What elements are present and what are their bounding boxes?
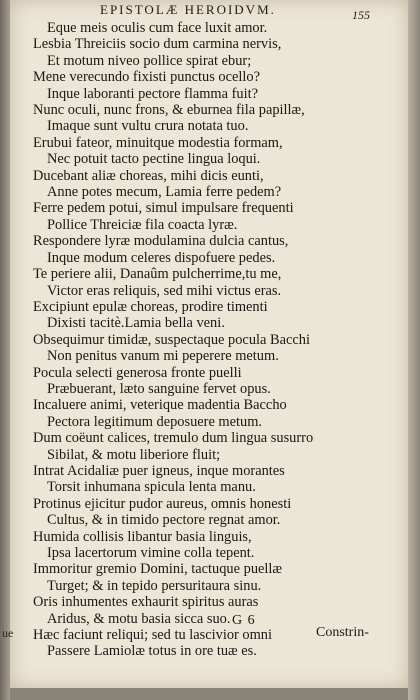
verse-line: Nec potuit tacto pectine lingua loqui.: [47, 151, 261, 168]
verse-line: Mene verecundo fixisti punctus ocello?: [33, 69, 260, 86]
verse-line: Erubui fateor, minuitque modestia formam,: [33, 134, 283, 151]
verse-line: Intrat Acidaliæ puer igneus, inque morantes: [33, 462, 285, 479]
running-head: EPISTOLÆ HEROIDVM.: [100, 2, 276, 17]
verse-line: Victor eras reliquis, sed mihi victus eras.: [47, 282, 282, 299]
verse-line: Nunc oculi, nunc frons, & eburnea fila papillæ,: [33, 102, 305, 119]
catchword: Constrin-: [316, 625, 369, 640]
signature-mark: G 6: [232, 613, 256, 628]
verse-line: Hæc faciunt reliqui; sed tu lascivior omni: [33, 627, 272, 644]
facing-page-fragment: ue: [2, 626, 14, 640]
verse-line: Oris inhumentes exhaurit spiritus auras: [33, 594, 259, 611]
verse-line: Inque laboranti pectore flamma fuit?: [47, 85, 258, 102]
book-spine-shadow: [0, 0, 10, 700]
verse-line: Imaque sunt vultu crura notata tuo.: [47, 118, 249, 135]
verse-line: Eque meis oculis cum face luxit amor.: [47, 20, 268, 36]
verse-line: Immoritur gremio Domini, tactuque puellæ: [33, 561, 282, 578]
verse-line: Protinus ejicitur pudor aureus, omnis honesti: [33, 495, 292, 512]
verse-line: Torsit inhumana spicula lenta manu.: [47, 479, 256, 496]
verse-line: Ferre pedem potui, simul impulsare frequenti: [33, 200, 294, 217]
verse-line: Obsequimur timidæ, suspectaque pocula Bacchi: [33, 331, 310, 348]
verse-line: Incaluere animi, veterique madentia Baccho: [33, 397, 287, 414]
verse-line: Et motum niveo pollice spirat ebur;: [47, 52, 252, 69]
verse-line: Humida collisis libantur basia linguis,: [33, 528, 252, 545]
page-number: 155: [352, 8, 370, 22]
verse-line: Pocula selecti generosa fronte puelli: [33, 364, 242, 381]
verse-line: Lesbia Threiciis socio dum carmina nervis,: [33, 36, 282, 53]
verse-line: Ipsa lacertorum vimine colla tepent.: [47, 545, 255, 561]
page-bottom-edge: [10, 688, 408, 700]
poem-text: [30, 20, 390, 660]
verse-line: Cultus, & in timido pectore regnat amor.: [47, 512, 281, 529]
verse-line: Excipiunt epulæ choreas, prodire timenti: [33, 298, 268, 315]
verse-line: Ducebant aliæ choreas, mihi dicis eunti,: [33, 167, 264, 184]
verse-line: Anne potes mecum, Lamia ferre pedem?: [47, 184, 282, 201]
verse-line: Præbuerant, læto sanguine fervet opus.: [47, 380, 271, 397]
verse-line: Dixisti tacitè.Lamia bella veni.: [47, 315, 225, 332]
verse-line: Respondere lyræ modulamina dulcia cantus,: [33, 233, 289, 250]
verse-line: Pectora legitimum deposuere metum.: [47, 413, 263, 430]
verse-line: Aridus, & motu basia sicca suo.: [47, 610, 231, 627]
verse-line: Sibilat, & motu liberiore fluit;: [47, 446, 221, 463]
verse-line: Te periere alii, Danaûm pulcherrime,tu me,: [33, 266, 282, 283]
page-edge: [408, 0, 420, 700]
verse-line: Dum coëunt calices, tremulo dum lingua susurro: [33, 430, 314, 447]
verse-line: Turget; & in tepido persuritaura sinu.: [47, 577, 262, 594]
verse-line: Passere Lamiolæ totus in ore tuæ es.: [47, 643, 257, 660]
verse-line: Non penitus vanum mi peperere metum.: [47, 348, 279, 365]
verse-line: Pollice Threiciæ fila coacta lyræ.: [47, 216, 238, 233]
verse-line: Inque modum celeres dispofuere pedes.: [47, 249, 276, 266]
